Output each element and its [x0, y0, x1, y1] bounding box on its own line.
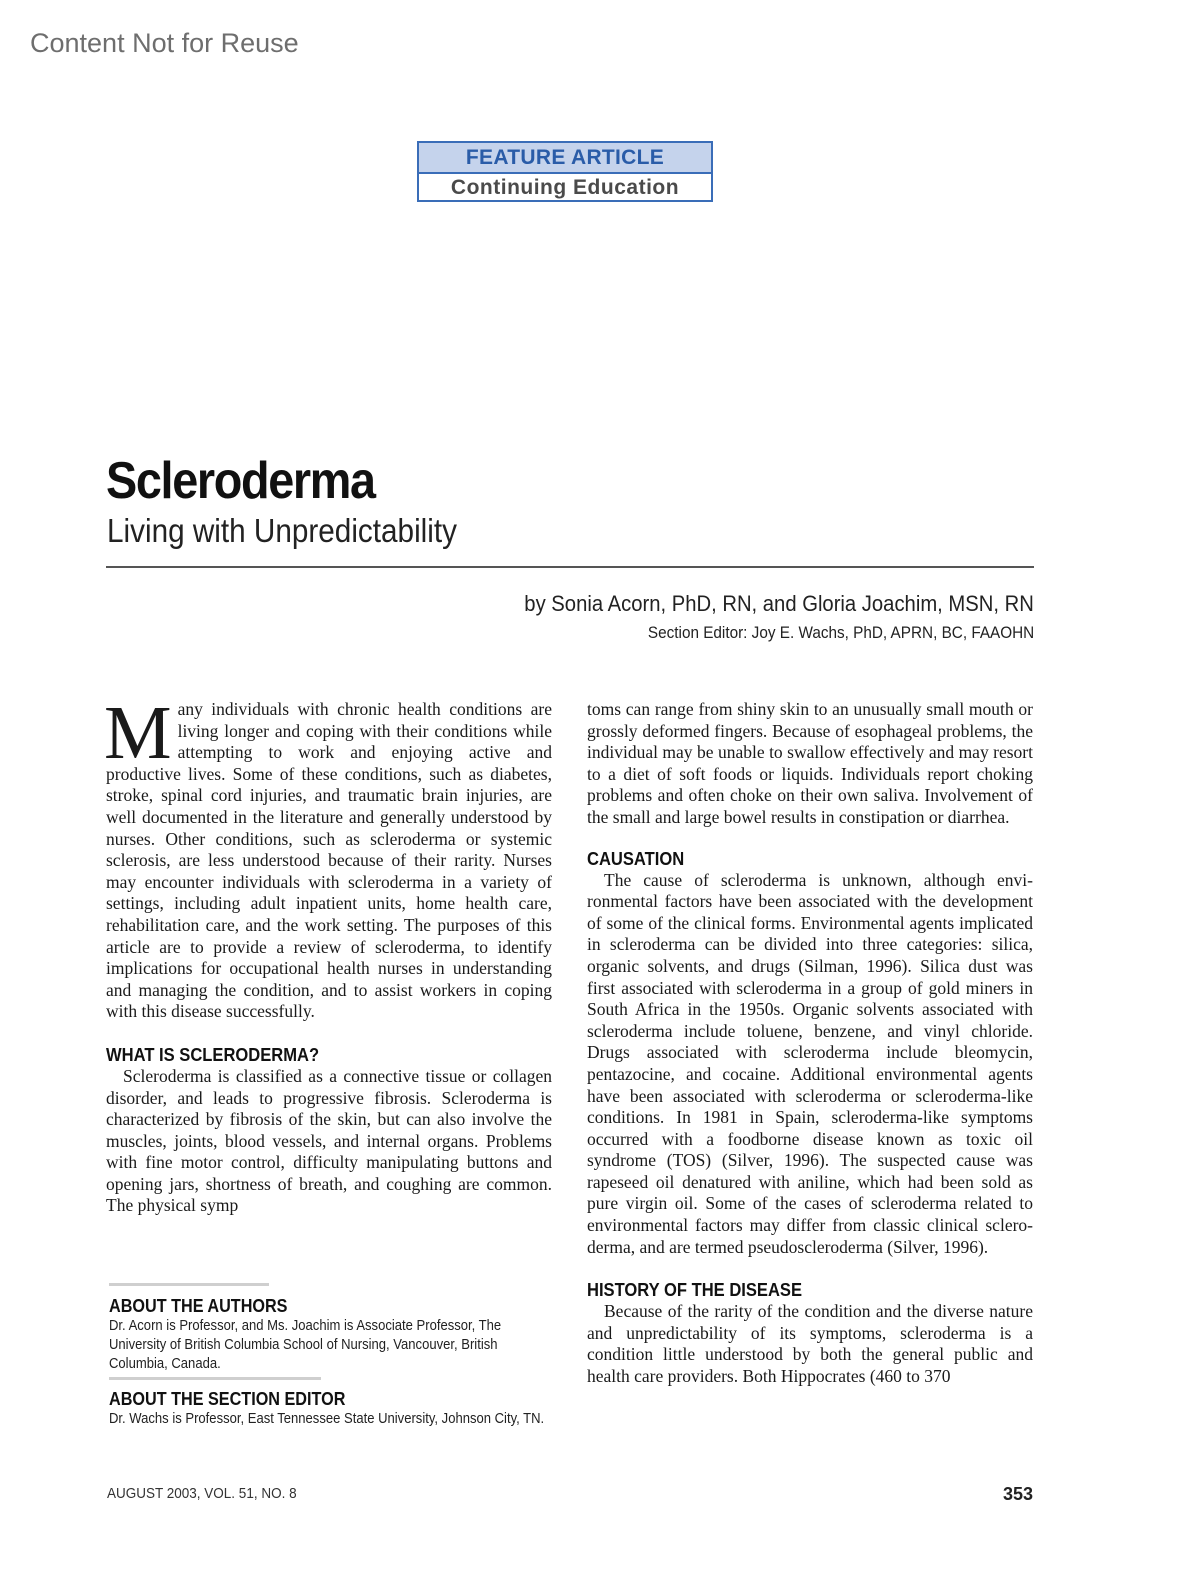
article-subtitle: Living with Unpredictability — [107, 512, 457, 549]
about-editor-heading: ABOUT THE SECTION EDITOR — [109, 1389, 346, 1409]
about-authors-box — [109, 1283, 559, 1374]
title-divider — [106, 566, 1034, 568]
what-paragraph: Scleroderma is classified as a connective tissue or collagen disorder, and leads to progressive fibrosis. Scleroderma is characterized by fibrosis of the skin, but can also involve the muscles, joints, blood vessels, and internal organs. Problems with fine motor control, difficulty manipulating buttons and opening jars, shortness of breath, and coughing are common. The physical symp — [106, 1065, 552, 1216]
intro-text: any individuals with chronic health conditions are living longer and coping with their conditions while attempting to work and enjoying active and productive lives. Some of these conditions, such as diabetes, stroke, spinal cord injuries, and traumatic brain injuries, are well documented in the literature and generally understood by nurses. Other conditions, such as scleroderma or systemic sclerosis, are less understood because of their rarity. Nurses may encounter individuals with scleroderma in a variety of settings, including adult inpatient units, home health care, rehabilitation care, and the work setting. The purposes of this article are to provide a review of scleroderma, to identify implications for occupational health nurses in understanding and managing the condition, and to assist workers in coping with this disease successfully. — [106, 699, 552, 1022]
section-editor-credit: Section Editor: Joy E. Wachs, PhD, APRN, BC, FAAOHN — [647, 623, 1034, 642]
about-authors-text: Dr. Acorn is Professor, and Ms. Joachim is Associate Professor, The University of British Columbia School of Nursing, Vancouver, British Columbia, Canada. — [109, 1318, 502, 1372]
about-editor-box — [109, 1377, 559, 1429]
footer-issue: AUGUST 2003, VOL. 51, NO. 8 — [107, 1485, 297, 1502]
about-editor-text: Dr. Wachs is Professor, East Tennessee State University, Johnson City, TN. — [109, 1411, 545, 1427]
what-paragraph-continued: toms can range from shiny skin to an unusually small mouth or grossly deformed fingers. Because of esophageal problems, the individual may be unable to swallow effectively and may resort to a diet of soft foods or liquids. Individuals report choking problems and often choke on their own saliva. Involvement of the small and large bowel results in constipation or diarrhea. — [587, 699, 1033, 827]
heading-history: HISTORY OF THE DISEASE — [587, 1280, 803, 1301]
watermark: Content Not for Reuse — [30, 28, 299, 58]
intro-paragraph — [104, 691, 552, 1023]
feature-badge — [417, 141, 713, 202]
byline: by Sonia Acorn, PhD, RN, and Gloria Joachim, MSN, RN — [524, 591, 1034, 616]
column-right — [587, 699, 1033, 1388]
drop-cap: M — [104, 691, 172, 775]
article-title: Scleroderma — [106, 452, 375, 510]
causation-paragraph: The cause of scleroderma is unknown, although environmental factors have been associated with the development of some of the clinical forms. Environmental agents implicated in scleroderma can be divided into three categories: silica, organic solvents, and drugs (Silman, 1996). Silica dust was first associated with scleroderma in a group of gold miners in South Africa in the 1950s. Organic solvents associated with scleroderma include toluene, benzene, and vinyl chloride. Drugs associated with scleroderma include bleomycin, pentazocine, and cocaine. Additional environmental agents have been associated with scleroderma or scleroderma-like conditions. In 1981 in Spain, scleroderma-like symptoms occurred with a foodborne disease known as toxic oil syndrome (TOS) (Silver, 1996). The suspected cause was rapeseed oil denatured with aniline, which had been sold as pure virgin oil. Some of the cases of scleroderma related to environmental factors may differ from classic clinical scleroderma, and are termed pseudoscleroderma (Silver, 1996). — [587, 869, 1033, 1257]
page-number: 353 — [1002, 1484, 1033, 1504]
history-paragraph: Because of the rarity of the condition and the diverse nature and unpredictability of its symptoms, scleroderma is a condition little understood by both the general public and health care providers. Both Hippocrates (460 to 370 — [587, 1301, 1033, 1387]
column-left — [104, 691, 552, 1217]
heading-what-is-scleroderma: WHAT IS SCLERODERMA? — [106, 1044, 320, 1065]
heading-causation: CAUSATION — [587, 848, 685, 869]
badge-continuing-education: Continuing Education — [450, 176, 680, 199]
badge-feature-article: FEATURE ARTICLE — [419, 143, 711, 174]
about-authors-heading: ABOUT THE AUTHORS — [109, 1296, 288, 1316]
